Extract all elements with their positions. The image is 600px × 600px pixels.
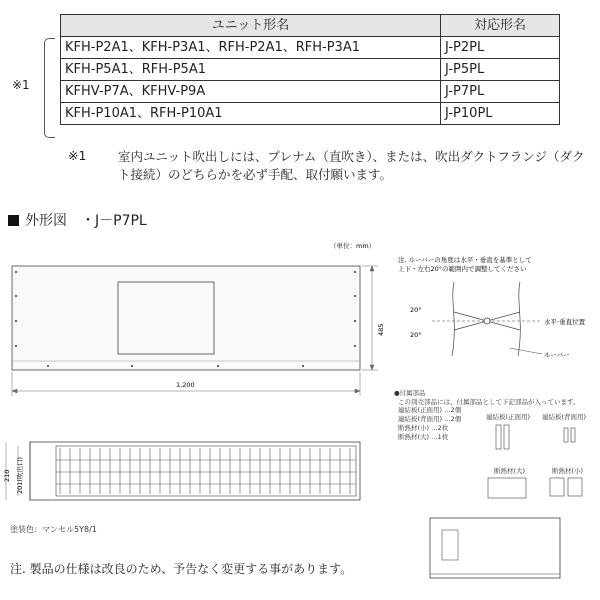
angle-down-label: 20° bbox=[410, 331, 422, 339]
front-plate-label: 連結板(正面用) bbox=[486, 413, 531, 421]
table-footnote-mark: ※1 bbox=[12, 78, 30, 92]
unit-model-cell: KFH-P10A1、RFH-P10A1 bbox=[61, 103, 441, 125]
compatible-model-cell: J-P5PL bbox=[441, 59, 560, 81]
compatible-model-cell: J-P10PL bbox=[441, 103, 560, 125]
louver-note-line2: 上下・左右20°の範囲内で調整してください bbox=[398, 265, 527, 273]
horizontal-label: 水平·垂直位置 bbox=[544, 318, 586, 326]
accessory-item: 連結板(背面用) …2個 bbox=[398, 415, 462, 423]
top-view-drawing bbox=[428, 516, 568, 586]
dim-depth-inner-text: 201(吹出口) bbox=[16, 457, 24, 494]
front-view-drawing bbox=[0, 236, 390, 526]
accessory-item: 断熱材(大) …1枚 bbox=[398, 433, 449, 441]
square-bullet-icon bbox=[8, 215, 19, 226]
accessory-title: ●付属部品 bbox=[394, 389, 426, 397]
header-compatible-model: 対応形名 bbox=[441, 15, 560, 37]
table-header-row bbox=[61, 15, 560, 37]
louver-label: ルーバー bbox=[544, 351, 570, 359]
spec-change-note: 注. 製品の仕様は改良のため、予告なく変更する事があります。 bbox=[10, 562, 353, 576]
front-panel bbox=[12, 266, 360, 370]
unit-model-cell: KFHV-P7A、KFHV-P9A bbox=[61, 81, 441, 103]
table-brace bbox=[44, 38, 55, 138]
header-unit-model: ユニット形名 bbox=[61, 15, 441, 37]
side-louver-view bbox=[30, 442, 360, 500]
table-row bbox=[61, 37, 560, 59]
back-plate-label: 連結板(背面用) bbox=[542, 413, 587, 421]
footnote-mark: ※1 bbox=[68, 148, 87, 163]
compatible-model-cell: J-P7PL bbox=[441, 81, 560, 103]
dim-height-text: 485 bbox=[377, 323, 385, 336]
dim-width-text: 1,200 bbox=[176, 381, 195, 389]
unit-model-cell: KFH-P2A1、KFH-P3A1、RFH-P2A1、RFH-P3A1 bbox=[61, 37, 441, 59]
footnote-text: 室内ユニット吹出しには、プレナム（直吹き）、または、吹出ダクトフランジ（ダクト接続）のどちらかを必ず手配、取付願います。 bbox=[118, 149, 585, 182]
louver-note-line1: 注. ルーバーの角度は水平・垂直を基準として bbox=[398, 256, 532, 264]
accessory-item: 断熱材(小) …2枚 bbox=[398, 424, 449, 432]
unit-model-cell: KFH-P5A1、RFH-P5A1 bbox=[61, 59, 441, 81]
table-row bbox=[61, 59, 560, 81]
section-title: 外形図 ・J－P7PL bbox=[25, 213, 147, 229]
louver-angle-detail bbox=[392, 252, 597, 364]
large-insulation-label: 断熱材(大) bbox=[494, 467, 526, 475]
compatible-model-cell: J-P2PL bbox=[441, 37, 560, 59]
section-heading bbox=[8, 210, 147, 230]
unit-label: （単位：mm） bbox=[330, 242, 376, 250]
angle-up-label: 20° bbox=[410, 306, 422, 314]
model-table bbox=[60, 14, 560, 125]
small-insulation-label: 断熱材(小) bbox=[552, 467, 584, 475]
table-row bbox=[61, 103, 560, 125]
accessory-item: 連結板(正面用) …2個 bbox=[398, 406, 462, 414]
accessory-intro: この別売部品には、付属部品として下記部品が入っています。 bbox=[398, 398, 580, 406]
accessory-drawings bbox=[486, 420, 596, 500]
dim-depth-text: 210 bbox=[3, 469, 11, 482]
paint-color-note: 塗装色：マンセル5Y8/1 bbox=[10, 525, 97, 534]
height-dimension-line bbox=[362, 266, 378, 370]
table-row bbox=[61, 81, 560, 103]
